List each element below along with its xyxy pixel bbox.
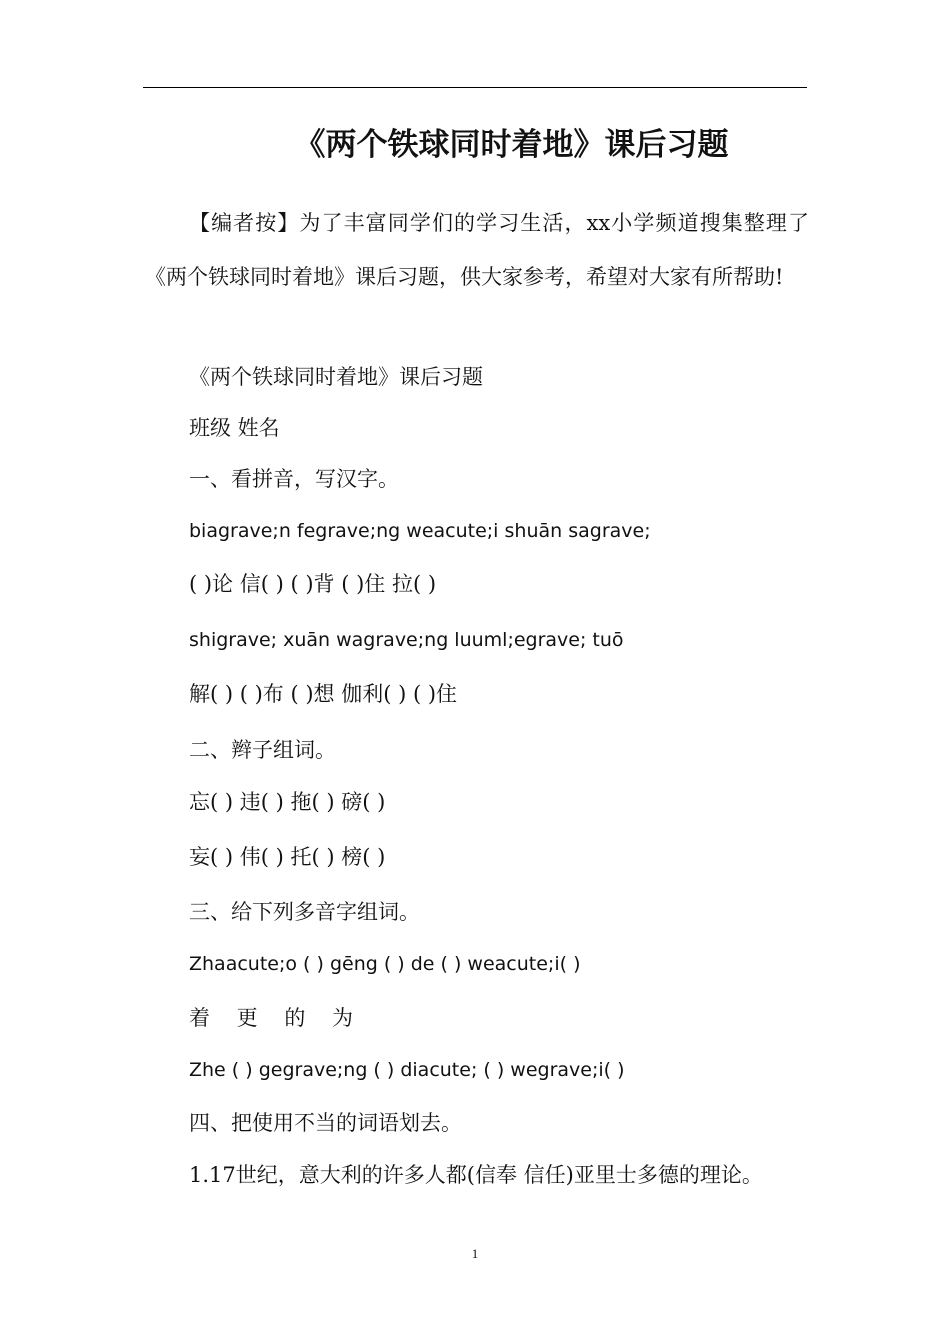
polyphone-pinyin-line-2: Zhe ( ) gegrave;ng ( ) diacute; ( ) wegrave;i( ) (189, 1059, 625, 1081)
section-three-heading: 三、给下列多音字组词。 (189, 900, 420, 924)
section-one-heading: 一、看拼音，写汉字。 (189, 467, 399, 491)
subtitle-line: 《两个铁球同时着地》课后习题 (189, 365, 483, 389)
section-two-heading: 二、辫子组词。 (189, 738, 336, 762)
editor-note-paragraph: 【编者按】为了丰富同学们的学习生活，xx小学频道搜集整理了《两个铁球同时着地》课后习题，供大家参考，希望对大家有所帮助! (145, 211, 809, 289)
hanzi-fill-line-2: 解( ) ( )布 ( )想 伽利( ) ( )住 (189, 682, 458, 706)
polyphone-pinyin-line-1: Zhaacute;o ( ) gēng ( ) de ( ) weacute;i( ) (189, 953, 581, 975)
section-four-heading: 四、把使用不当的词语划去。 (189, 1111, 462, 1135)
word-group-line-1: 忘( ) 违( ) 拖( ) 磅( ) (189, 790, 386, 814)
header-rule (143, 87, 807, 88)
page-number: 1 (471, 1246, 479, 1261)
pinyin-line-2: shigrave; xuān wagrave;ng luuml;egrave; tuō (189, 629, 624, 651)
word-group-line-2: 妄( ) 伟( ) 托( ) 榜( ) (189, 845, 386, 869)
question-one-line: 1.17世纪，意大利的许多人都(信奉 信任)亚里士多德的理论。 (189, 1163, 763, 1187)
pinyin-line-1: biagrave;n fegrave;ng weacute;i shuān sagrave; (189, 520, 651, 542)
document-title: 《两个铁球同时着地》课后习题 (294, 127, 729, 163)
polyphone-characters-line: 着 更 的 为 (189, 1006, 364, 1030)
class-name-line: 班级 姓名 (189, 416, 280, 440)
hanzi-fill-line-1: ( )论 信( ) ( )背 ( )住 拉( ) (189, 572, 437, 596)
